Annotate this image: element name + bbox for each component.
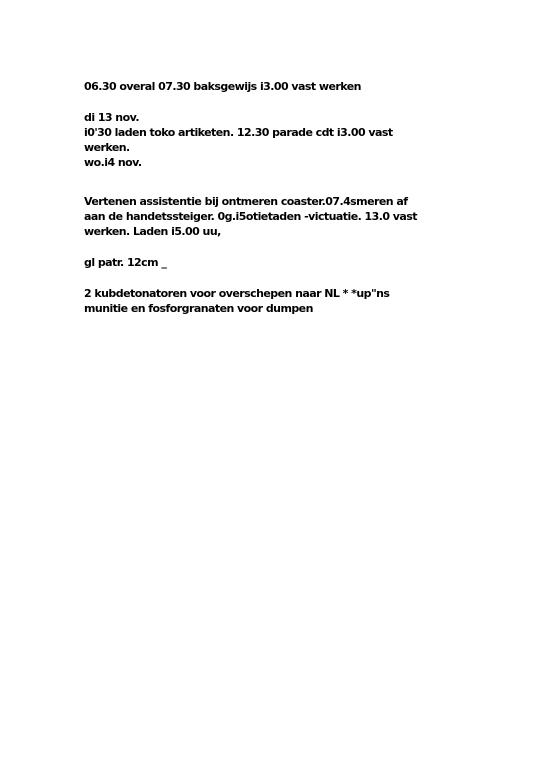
text-line: werken.: [84, 141, 130, 154]
document-body: [84, 79, 464, 332]
text-line: werken. Laden i5.00 uu,: [84, 225, 221, 238]
text-line: aan de handetssteiger. 0g.i5otietaden -victuatie. 13.0 vast: [84, 210, 417, 223]
paragraph-schedule-1: [84, 79, 464, 94]
paragraph-schedule-2: [84, 110, 464, 170]
date-heading: di 13 nov.: [84, 111, 139, 124]
text-line: gl patr. 12cm _: [84, 256, 167, 269]
paragraph-note: [84, 255, 464, 270]
paragraph-schedule-3: [84, 194, 464, 239]
date-heading: wo.i4 nov.: [84, 156, 142, 169]
text-line: 2 kubdetonatoren voor overschepen naar NL * *up"ns: [84, 287, 390, 300]
paragraph-munitions: [84, 286, 464, 316]
text-line: Vertenen assistentie bij ontmeren coaster.07.4smeren af: [84, 195, 408, 208]
text-line: 06.30 overal 07.30 baksgewijs i3.00 vast werken: [84, 80, 361, 93]
text-line: i0'30 laden toko artiketen. 12.30 parade cdt i3.00 vast: [84, 126, 393, 139]
text-line: munitie en fosforgranaten voor dumpen: [84, 302, 313, 315]
